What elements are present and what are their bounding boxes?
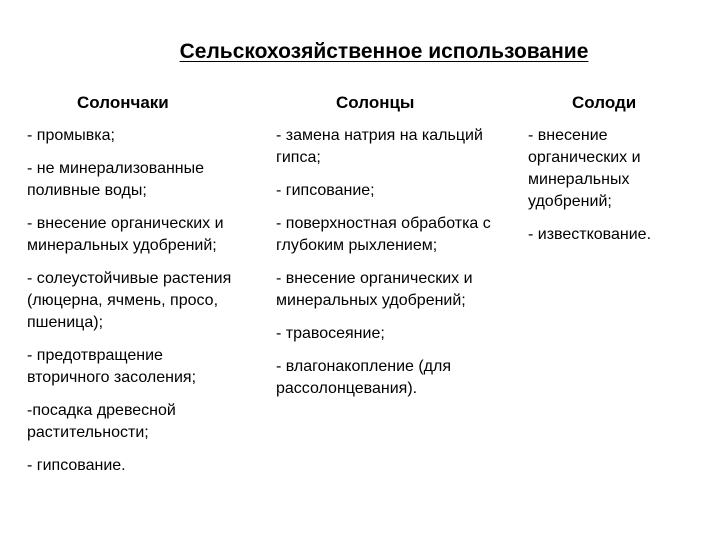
column-heading: Солоди (572, 93, 637, 112)
list-item: - травосеяние; (276, 325, 385, 342)
list-item: - предотвращение вторичного засоления; (27, 347, 197, 386)
list-item: - не минерализованные поливные воды; (27, 160, 205, 199)
list-item: - гипсование; (276, 182, 375, 199)
column-solontsy (276, 93, 496, 411)
list-item: - солеустойчивые растения (люцерна, ячмень, просо, пшеница); (27, 270, 232, 331)
item-list (27, 125, 242, 477)
list-item: - гипсование. (27, 457, 126, 474)
list-item: - внесение органических и минеральных удобрений; (276, 270, 473, 309)
item-list (528, 125, 708, 246)
column-heading: Солонцы (336, 93, 415, 112)
list-item: - внесение органических и минеральных удобрений; (528, 127, 641, 210)
list-item: - поверхностная обработка с глубоким рыхлением; (276, 215, 491, 254)
list-item: - промывка; (27, 127, 115, 144)
list-item: - известкование. (528, 226, 652, 243)
list-item: - влагонакопление (для рассолонцевания). (276, 358, 452, 397)
page-title: Сельскохозяйственное использование (179, 40, 589, 63)
column-heading: Солончаки (77, 93, 169, 112)
list-item: - замена натрия на кальций гипса; (276, 127, 483, 166)
column-solodi (528, 93, 708, 257)
column-solonchaki (27, 93, 242, 488)
list-item: - внесение органических и минеральных удобрений; (27, 215, 224, 254)
list-item: -посадка древесной растительности; (27, 402, 176, 441)
item-list (276, 125, 496, 400)
